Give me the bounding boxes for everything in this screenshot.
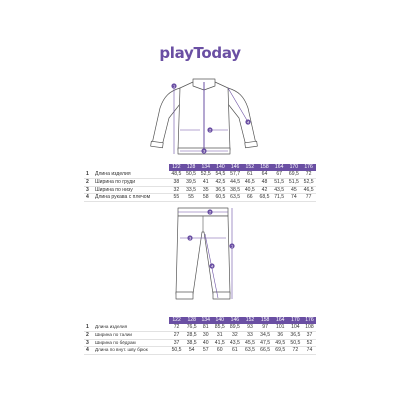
row-number: 1 — [84, 171, 95, 178]
table-cell: 48,5 — [169, 171, 184, 178]
table-cell: 37 — [303, 331, 316, 339]
table-cell: 69,5 — [273, 347, 288, 355]
table-cell: 101 — [273, 324, 288, 331]
table-cell: 36,5 — [288, 331, 303, 339]
table-cell: 37 — [169, 339, 184, 347]
table-row — [84, 171, 316, 178]
table-cell: 71,5 — [272, 194, 287, 202]
table-cell: 54,5 — [213, 171, 228, 178]
table-row — [84, 186, 316, 194]
table-cell: 61 — [242, 171, 257, 178]
table-cell: 57,7 — [228, 171, 243, 178]
size-header: 122 — [169, 164, 184, 171]
table-cell: 42,5 — [213, 178, 228, 186]
row-label: Длина изделия — [95, 324, 169, 331]
table-cell: 38 — [169, 178, 184, 186]
jacket-diagram — [140, 78, 268, 162]
table-cell: 76,5 — [184, 324, 199, 331]
size-header: 176 — [301, 164, 316, 171]
table-cell: 69,5 — [287, 171, 302, 178]
row-number: 2 — [84, 178, 95, 186]
table-cell: 43,5 — [272, 186, 287, 194]
table-cell: 32 — [227, 331, 242, 339]
size-header: 170 — [288, 317, 303, 324]
table-cell: 61 — [227, 347, 242, 355]
table-cell: 74 — [287, 194, 302, 202]
table-cell: 63,5 — [242, 347, 257, 355]
size-header: 128 — [184, 164, 199, 171]
table-cell: 52,5 — [198, 171, 213, 178]
table-cell: 66 — [242, 194, 257, 202]
jacket-marker-2: 2 — [209, 127, 212, 133]
table-cell: 52,5 — [301, 178, 316, 186]
table-cell: 77 — [301, 194, 316, 202]
size-header: 128 — [184, 317, 199, 324]
table-cell: 81 — [199, 324, 212, 331]
table-cell: 51,5 — [272, 178, 287, 186]
size-header: 164 — [272, 164, 287, 171]
size-header: 170 — [287, 164, 302, 171]
table-row — [84, 347, 316, 355]
table-cell: 32 — [169, 186, 184, 194]
table-cell: 49,5 — [273, 339, 288, 347]
size-header: 158 — [257, 164, 272, 171]
table-cell: 60 — [212, 347, 227, 355]
row-number: 4 — [84, 194, 95, 202]
table-cell: 51,5 — [287, 178, 302, 186]
row-label: Длина по внут. шву брюк — [95, 347, 169, 355]
pants-size-table — [84, 317, 316, 355]
table-cell: 72 — [288, 347, 303, 355]
table-cell: 34,5 — [258, 331, 273, 339]
size-header: 152 — [242, 164, 257, 171]
row-number: 1 — [84, 324, 95, 331]
table-cell: 38,5 — [228, 186, 243, 194]
table-cell: 63,5 — [228, 194, 243, 202]
size-header: 146 — [227, 317, 242, 324]
jacket-marker-4: 4 — [247, 119, 250, 125]
size-header: 140 — [213, 164, 228, 171]
table-cell: 42 — [257, 186, 272, 194]
size-header: 140 — [212, 317, 227, 324]
row-number: 4 — [84, 347, 95, 355]
table-cell: 85,5 — [212, 324, 227, 331]
jacket-marker-3: 3 — [203, 148, 206, 154]
size-header: 152 — [242, 317, 257, 324]
size-header: 134 — [198, 164, 213, 171]
table-cell: 54 — [184, 347, 199, 355]
table-cell: 97 — [258, 324, 273, 331]
table-cell: 50,5 — [288, 339, 303, 347]
table-row — [84, 331, 316, 339]
table-cell: 108 — [303, 324, 316, 331]
table-cell: 60,5 — [213, 194, 228, 202]
brand-logo — [0, 44, 400, 62]
row-number: 3 — [84, 339, 95, 347]
pants-marker-2: 2 — [209, 209, 212, 215]
table-cell: 36,5 — [213, 186, 228, 194]
table-cell: 47,5 — [258, 339, 273, 347]
table-cell: 93 — [242, 324, 257, 331]
row-number: 2 — [84, 331, 95, 339]
row-label: Ширина по груди — [95, 178, 169, 186]
table-cell: 31 — [212, 331, 227, 339]
table-cell: 72 — [301, 171, 316, 178]
table-cell: 27 — [169, 331, 184, 339]
table-cell: 89,5 — [227, 324, 242, 331]
table-cell: 28,5 — [184, 331, 199, 339]
pants-marker-3: 3 — [189, 235, 192, 241]
size-header: 164 — [273, 317, 288, 324]
table-cell: 43,5 — [227, 339, 242, 347]
size-header: 146 — [228, 164, 243, 171]
jacket-marker-1: 1 — [173, 83, 176, 89]
table-row — [84, 194, 316, 202]
size-header: 158 — [258, 317, 273, 324]
table-cell: 36 — [273, 331, 288, 339]
table-cell: 74 — [303, 347, 316, 355]
table-cell: 50,5 — [184, 171, 199, 178]
table-cell: 45 — [287, 186, 302, 194]
table-cell: 68,5 — [257, 194, 272, 202]
table-cell: 57 — [199, 347, 212, 355]
row-label: Ширина по талии — [95, 331, 169, 339]
table-cell: 50,5 — [169, 347, 184, 355]
jacket-size-header — [84, 164, 316, 171]
pants-size-header — [84, 317, 316, 324]
table-cell: 55 — [184, 194, 199, 202]
table-cell: 41,5 — [212, 339, 227, 347]
table-cell: 58 — [198, 194, 213, 202]
pants-marker-4: 4 — [211, 263, 214, 269]
table-row — [84, 178, 316, 186]
table-cell: 72 — [169, 324, 184, 331]
table-cell: 38,5 — [184, 339, 199, 347]
table-cell: 64 — [257, 171, 272, 178]
table-cell: 33 — [242, 331, 257, 339]
size-header: 134 — [199, 317, 212, 324]
table-cell: 67 — [272, 171, 287, 178]
table-row — [84, 324, 316, 331]
table-cell: 44,5 — [228, 178, 243, 186]
row-label: Ширина по низу — [95, 186, 169, 194]
table-cell: 40,5 — [242, 186, 257, 194]
size-header: 176 — [303, 317, 316, 324]
table-cell: 55 — [169, 194, 184, 202]
table-cell: 45,5 — [242, 339, 257, 347]
table-cell: 52 — [303, 339, 316, 347]
pants-diagram — [166, 206, 240, 308]
row-label: Ширина по бёдрам — [95, 339, 169, 347]
table-cell: 46,5 — [242, 178, 257, 186]
table-cell: 41 — [198, 178, 213, 186]
row-label: Длина изделия — [95, 171, 169, 178]
table-cell: 35 — [198, 186, 213, 194]
jacket-size-table — [84, 164, 316, 202]
pants-marker-1: 1 — [231, 243, 234, 249]
table-cell: 40 — [199, 339, 212, 347]
table-cell: 66,5 — [258, 347, 273, 355]
brand-logo-text: playToday — [159, 44, 241, 62]
table-cell: 33,5 — [184, 186, 199, 194]
table-cell: 48 — [257, 178, 272, 186]
table-cell: 104 — [288, 324, 303, 331]
table-cell: 30 — [199, 331, 212, 339]
row-number: 3 — [84, 186, 95, 194]
table-cell: 39,5 — [184, 178, 199, 186]
row-label: Длина рукава с плечом — [95, 194, 169, 202]
table-cell: 46,5 — [301, 186, 316, 194]
size-header: 122 — [169, 317, 184, 324]
table-row — [84, 339, 316, 347]
